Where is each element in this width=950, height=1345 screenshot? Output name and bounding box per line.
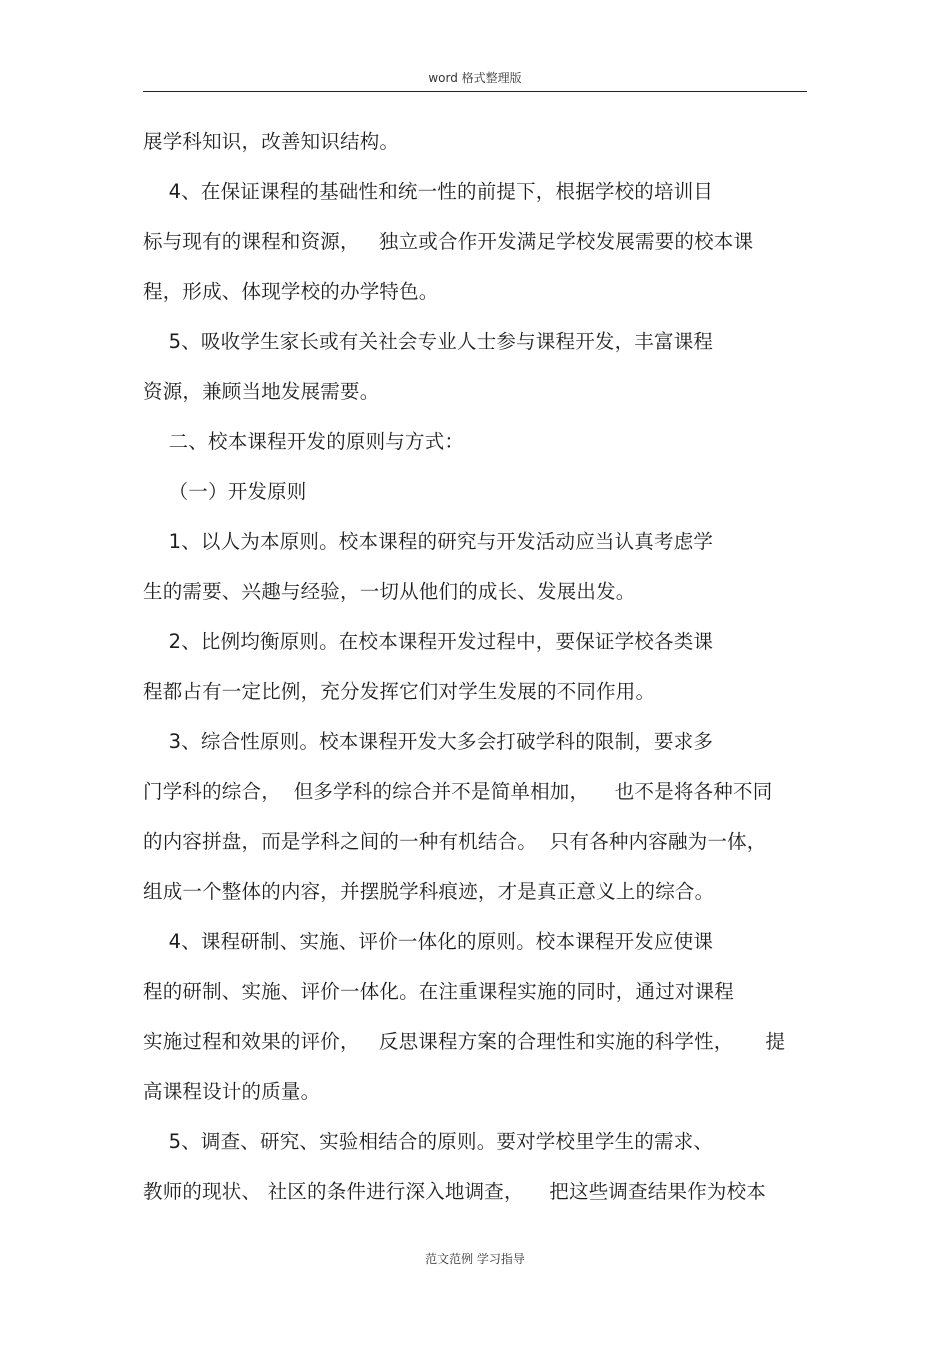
text-line: 5、吸收学生家长或有关社会专业人士参与课程开发，丰富课程 — [143, 330, 714, 353]
text-line: 程，形成、体现学校的办学特色。 — [143, 280, 439, 303]
text-line: 实施过程和效果的评价， 反思课程方案的合理性和实施的科学性， 提 — [143, 1030, 786, 1053]
text-line: 资源，兼顾当地发展需要。 — [143, 380, 380, 403]
page-footer: 范文范例 学习指导 — [425, 1252, 525, 1266]
text-line: 1、以人为本原则。校本课程的研究与开发活动应当认真考虑学 — [143, 530, 714, 553]
text-line: 程都占有一定比例，充分发挥它们对学生发展的不同作用。 — [143, 680, 656, 703]
text-line: 2、比例均衡原则。在校本课程开发过程中，要保证学校各类课 — [143, 630, 714, 653]
text-line: 组成一个整体的内容，并摆脱学科痕迹，才是真正意义上的综合。 — [143, 880, 715, 903]
text-line: 展学科知识，改善知识结构。 — [143, 130, 400, 153]
page-header: word 格式整理版 — [428, 71, 522, 85]
text-line: 教师的现状、 社区的条件进行深入地调查， 把这些调查结果作为校本 — [143, 1180, 766, 1203]
text-line: 4、在保证课程的基础性和统一性的前提下，根据学校的培训目 — [143, 180, 714, 203]
text-line: 标与现有的课程和资源， 独立或合作开发满足学校发展需要的校本课 — [143, 230, 754, 253]
section-heading: 二、校本课程开发的原则与方式： — [143, 430, 465, 453]
text-line: 3、综合性原则。校本课程开发大多会打破学科的限制，要求多 — [143, 730, 714, 753]
header-divider — [143, 91, 807, 92]
text-line: 程的研制、实施、评价一体化。在注重课程实施的同时，通过对课程 — [143, 980, 735, 1003]
subsection-heading: （一）开发原则 — [143, 480, 307, 503]
text-line: 生的需要、兴趣与经验，一切从他们的成长、发展出发。 — [143, 580, 636, 603]
text-line: 高课程设计的质量。 — [143, 1080, 321, 1103]
text-line: 4、课程研制、实施、评价一体化的原则。校本课程开发应使课 — [143, 930, 714, 953]
text-line: 门学科的综合， 但多学科的综合并不是简单相加， 也不是将各种不同 — [143, 780, 773, 803]
text-line: 的内容拼盘，而是学科之间的一种有机结合。 只有各种内容融为一体， — [143, 830, 767, 853]
text-line: 5、调查、研究、实验相结合的原则。要对学校里学生的需求、 — [143, 1130, 714, 1153]
